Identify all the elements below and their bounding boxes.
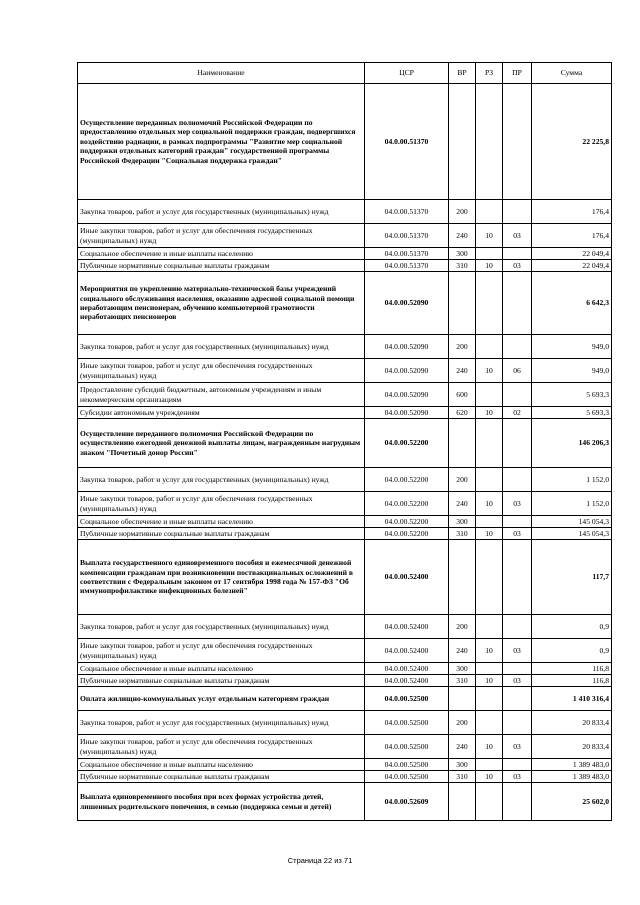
table-row <box>78 735 612 759</box>
row-name: Социальное обеспечение и иные выплаты населению <box>78 759 365 771</box>
row-vr: 310 <box>449 675 476 687</box>
row-csr: 04.0.00.52090 <box>365 335 449 359</box>
row-pr <box>503 783 532 821</box>
row-pr <box>503 615 532 639</box>
row-name: Публичные нормативные социальные выплаты гражданам <box>78 675 365 687</box>
table-row <box>78 468 612 492</box>
row-sum: 1 410 316,4 <box>532 687 612 711</box>
row-sum: 6 642,3 <box>532 272 612 335</box>
row-name: Иные закупки товаров, работ и услуг для обеспечения государственных (муниципальных) нужд <box>78 492 365 516</box>
row-name: Публичные нормативные социальные выплаты гражданам <box>78 260 365 272</box>
row-csr: 04.0.00.52200 <box>365 468 449 492</box>
row-rz: 10 <box>476 675 503 687</box>
row-csr: 04.0.00.52400 <box>365 663 449 675</box>
row-name: Закупка товаров, работ и услуг для государственных (муниципальных) нужд <box>78 468 365 492</box>
row-csr: 04.0.00.52500 <box>365 711 449 735</box>
row-name: Выплата единовременного пособия при всех формах устройства детей, лишенных родительского попечения, в семью (поддержка семьи и детей) <box>78 783 365 821</box>
row-csr: 04.0.00.52200 <box>365 419 449 468</box>
row-sum: 22 225,8 <box>532 84 612 200</box>
row-pr: 03 <box>503 735 532 759</box>
row-name: Публичные нормативные социальные выплаты гражданам <box>78 771 365 783</box>
row-vr: 240 <box>449 492 476 516</box>
row-sum: 145 054,3 <box>532 516 612 528</box>
row-csr: 04.0.00.52090 <box>365 383 449 407</box>
row-name: Выплата государственного единовременного пособия и ежемесячной денежной компенсации гражданам при возникновении поствакцинальных осложнений в соответствии с Федеральным законом от 17 сентября 1998 года № 157-ФЗ "Об иммунопрофилактике инфекционных болезней" <box>78 540 365 615</box>
row-csr: 04.0.00.52400 <box>365 540 449 615</box>
row-vr: 300 <box>449 516 476 528</box>
row-pr <box>503 419 532 468</box>
row-name: Социальное обеспечение и иные выплаты населению <box>78 248 365 260</box>
row-rz: 10 <box>476 528 503 540</box>
row-rz <box>476 383 503 407</box>
row-vr <box>449 84 476 200</box>
row-vr: 300 <box>449 759 476 771</box>
row-rz <box>476 468 503 492</box>
row-rz <box>476 200 503 224</box>
row-name: Оплата жилищно-коммунальных услуг отдельным категориям граждан <box>78 687 365 711</box>
row-sum: 1 389 483,0 <box>532 759 612 771</box>
row-rz: 10 <box>476 771 503 783</box>
row-pr <box>503 711 532 735</box>
row-csr: 04.0.00.52200 <box>365 516 449 528</box>
row-rz <box>476 248 503 260</box>
row-vr <box>449 419 476 468</box>
row-sum: 116,8 <box>532 675 612 687</box>
row-sum: 1 389 483,0 <box>532 771 612 783</box>
header-pr: ПР <box>503 63 532 84</box>
row-sum: 20 833,4 <box>532 735 612 759</box>
row-sum: 5 693,3 <box>532 383 612 407</box>
row-name: Предоставление субсидий бюджетным, автономным учреждениям и иным некоммерческим организациям <box>78 383 365 407</box>
row-name: Иные закупки товаров, работ и услуг для обеспечения государственных (муниципальных) нужд <box>78 224 365 248</box>
row-rz <box>476 419 503 468</box>
table-row <box>78 335 612 359</box>
table-row <box>78 540 612 615</box>
row-pr <box>503 200 532 224</box>
row-sum: 1 152,0 <box>532 468 612 492</box>
row-pr <box>503 248 532 260</box>
row-csr: 04.0.00.51370 <box>365 200 449 224</box>
row-name: Иные закупки товаров, работ и услуг для обеспечения государственных (муниципальных) нужд <box>78 359 365 383</box>
row-vr: 240 <box>449 639 476 663</box>
row-csr: 04.0.00.52090 <box>365 272 449 335</box>
row-vr: 200 <box>449 468 476 492</box>
row-vr <box>449 783 476 821</box>
table-row <box>78 383 612 407</box>
row-vr: 240 <box>449 224 476 248</box>
row-name: Закупка товаров, работ и услуг для государственных (муниципальных) нужд <box>78 615 365 639</box>
row-pr: 03 <box>503 528 532 540</box>
row-name: Осуществление переданных полномочий Российской Федерации по предоставлению отдельных мер социальной поддержки граждан, подвергшихся воздействию радиации, в рамках подпрограммы "Развитие мер социальной поддержки отдельных категорий граждан" государственной программы Российской Федерации "Социальная поддержка граждан" <box>78 84 365 200</box>
row-rz: 10 <box>476 492 503 516</box>
row-vr: 310 <box>449 260 476 272</box>
table-row <box>78 675 612 687</box>
row-rz: 10 <box>476 359 503 383</box>
table-row <box>78 224 612 248</box>
row-csr: 04.0.00.52500 <box>365 771 449 783</box>
row-sum: 145 054,3 <box>532 528 612 540</box>
row-rz <box>476 335 503 359</box>
table-row <box>78 407 612 419</box>
row-name: Социальное обеспечение и иные выплаты населению <box>78 516 365 528</box>
row-rz <box>476 540 503 615</box>
header-name: Наименование <box>78 63 365 84</box>
table-row <box>78 771 612 783</box>
row-pr: 03 <box>503 675 532 687</box>
row-vr: 300 <box>449 663 476 675</box>
row-name: Субсидии автономным учреждениям <box>78 407 365 419</box>
row-sum: 22 049,4 <box>532 248 612 260</box>
row-sum: 176,4 <box>532 200 612 224</box>
row-csr: 04.0.00.52400 <box>365 615 449 639</box>
row-pr: 06 <box>503 359 532 383</box>
row-sum: 1 152,0 <box>532 492 612 516</box>
row-pr: 03 <box>503 771 532 783</box>
row-pr <box>503 687 532 711</box>
row-rz <box>476 759 503 771</box>
row-rz <box>476 516 503 528</box>
row-vr: 300 <box>449 248 476 260</box>
row-pr: 03 <box>503 224 532 248</box>
row-pr <box>503 272 532 335</box>
table-row <box>78 272 612 335</box>
row-vr: 600 <box>449 383 476 407</box>
table-row <box>78 663 612 675</box>
table-row <box>78 516 612 528</box>
table-row <box>78 615 612 639</box>
row-sum: 5 693,3 <box>532 407 612 419</box>
row-rz <box>476 663 503 675</box>
row-sum: 20 833,4 <box>532 711 612 735</box>
table-row <box>78 528 612 540</box>
row-csr: 04.0.00.51370 <box>365 84 449 200</box>
page-number: Страница 22 из 71 <box>287 856 353 865</box>
row-pr <box>503 759 532 771</box>
row-vr: 240 <box>449 359 476 383</box>
row-sum: 146 206,3 <box>532 419 612 468</box>
row-name: Закупка товаров, работ и услуг для государственных (муниципальных) нужд <box>78 200 365 224</box>
row-vr <box>449 687 476 711</box>
row-vr: 200 <box>449 200 476 224</box>
row-csr: 04.0.00.52500 <box>365 735 449 759</box>
row-name: Закупка товаров, работ и услуг для государственных (муниципальных) нужд <box>78 711 365 735</box>
row-pr: 03 <box>503 260 532 272</box>
table-row <box>78 359 612 383</box>
row-csr: 04.0.00.51370 <box>365 224 449 248</box>
row-sum: 176,4 <box>532 224 612 248</box>
row-rz: 10 <box>476 407 503 419</box>
header-rz: РЗ <box>476 63 503 84</box>
row-vr: 200 <box>449 335 476 359</box>
row-pr <box>503 663 532 675</box>
row-sum: 0,9 <box>532 615 612 639</box>
row-rz: 10 <box>476 224 503 248</box>
row-rz <box>476 711 503 735</box>
row-vr: 200 <box>449 711 476 735</box>
row-rz: 10 <box>476 260 503 272</box>
row-pr <box>503 516 532 528</box>
row-csr: 04.0.00.52609 <box>365 783 449 821</box>
row-pr: 03 <box>503 639 532 663</box>
row-name: Публичные нормативные социальные выплаты гражданам <box>78 528 365 540</box>
row-csr: 04.0.00.52400 <box>365 639 449 663</box>
row-vr <box>449 272 476 335</box>
row-name: Иные закупки товаров, работ и услуг для обеспечения государственных (муниципальных) нужд <box>78 735 365 759</box>
row-sum: 116,8 <box>532 663 612 675</box>
row-rz: 10 <box>476 735 503 759</box>
row-vr: 310 <box>449 771 476 783</box>
row-vr: 310 <box>449 528 476 540</box>
header-sum: Сумма <box>532 63 612 84</box>
row-pr: 03 <box>503 492 532 516</box>
row-name: Социальное обеспечение и иные выплаты населению <box>78 663 365 675</box>
row-sum: 22 049,4 <box>532 260 612 272</box>
row-vr: 200 <box>449 615 476 639</box>
row-sum: 949,0 <box>532 359 612 383</box>
table-row <box>78 248 612 260</box>
row-csr: 04.0.00.52500 <box>365 759 449 771</box>
row-csr: 04.0.00.51370 <box>365 260 449 272</box>
row-csr: 04.0.00.51370 <box>365 248 449 260</box>
row-name: Мероприятия по укреплению материально-технической базы учреждений социального обслуживания населения, оказанию адресной социальной помощи неработающим пенсионерам, обучению компьютерной грамотности неработающих пенсионеров <box>78 272 365 335</box>
row-csr: 04.0.00.52200 <box>365 492 449 516</box>
row-name: Осуществление переданного полномочия Российской Федерации по осуществлению ежегодной денежной выплаты лицам, награжденным нагрудным знаком "Почетный донор России" <box>78 419 365 468</box>
table-row <box>78 639 612 663</box>
row-rz <box>476 84 503 200</box>
row-csr: 04.0.00.52200 <box>365 528 449 540</box>
row-name: Иные закупки товаров, работ и услуг для обеспечения государственных (муниципальных) нужд <box>78 639 365 663</box>
row-pr <box>503 468 532 492</box>
table-row <box>78 419 612 468</box>
row-name: Закупка товаров, работ и услуг для государственных (муниципальных) нужд <box>78 335 365 359</box>
row-pr <box>503 84 532 200</box>
table-row <box>78 711 612 735</box>
row-sum: 25 602,0 <box>532 783 612 821</box>
row-pr: 02 <box>503 407 532 419</box>
row-rz <box>476 687 503 711</box>
table-row <box>78 783 612 821</box>
table-row <box>78 687 612 711</box>
row-pr <box>503 540 532 615</box>
header-vr: ВР <box>449 63 476 84</box>
table-row <box>78 260 612 272</box>
table-row <box>78 200 612 224</box>
row-vr: 620 <box>449 407 476 419</box>
row-pr <box>503 335 532 359</box>
row-rz: 10 <box>476 639 503 663</box>
row-csr: 04.0.00.52090 <box>365 407 449 419</box>
row-csr: 04.0.00.52090 <box>365 359 449 383</box>
budget-table <box>77 62 612 821</box>
row-pr <box>503 383 532 407</box>
row-vr: 240 <box>449 735 476 759</box>
row-sum: 949,0 <box>532 335 612 359</box>
row-rz <box>476 272 503 335</box>
table-header-row <box>78 63 612 84</box>
table-row <box>78 759 612 771</box>
row-sum: 117,7 <box>532 540 612 615</box>
row-sum: 0,9 <box>532 639 612 663</box>
row-csr: 04.0.00.52400 <box>365 675 449 687</box>
row-rz <box>476 783 503 821</box>
table-row <box>78 84 612 200</box>
row-vr <box>449 540 476 615</box>
table-row <box>78 492 612 516</box>
row-rz <box>476 615 503 639</box>
row-csr: 04.0.00.52500 <box>365 687 449 711</box>
header-csr: ЦСР <box>365 63 449 84</box>
